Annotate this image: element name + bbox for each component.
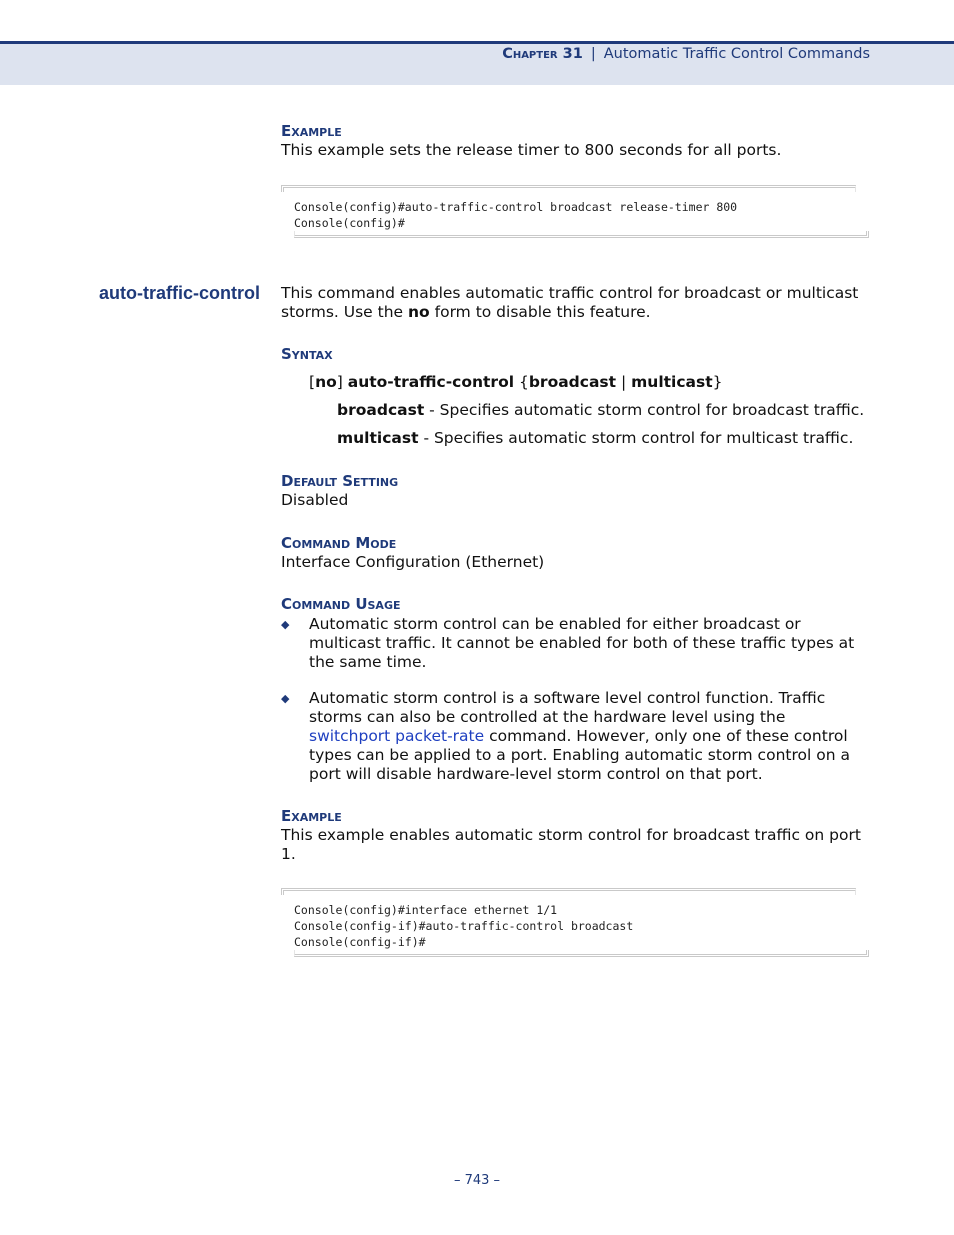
diamond-bullet-icon: ◆	[281, 618, 290, 631]
example2-heading: Example	[281, 807, 342, 825]
command-desc-text: This command enables automatic traffic control for broadcast or multicast storms. Use the	[281, 284, 859, 321]
command-usage-heading: Command Usage	[281, 595, 401, 613]
command-mode-text: Interface Configuration (Ethernet)	[281, 553, 545, 571]
syntax-command: auto-traffic-control	[347, 373, 515, 391]
example1-text: This example sets the release timer to 800 seconds for all ports.	[281, 141, 782, 159]
param-desc: - Specifies automatic storm control for multicast traffic.	[418, 429, 854, 447]
code-line: Console(config)#interface ethernet 1/1	[294, 903, 558, 917]
usage-bullet-2-text: Automatic storm control is a software level control function. Traffic storms can also be controlled at the hardware level using the	[309, 689, 826, 726]
usage-bullet-1: Automatic storm control can be enabled for either broadcast or multicast traffic. It cannot be enabled for both of these traffic types at the same time.	[309, 615, 855, 671]
usage-bullet-2	[309, 689, 869, 784]
chapter-title: Automatic Traffic Control Commands	[603, 46, 870, 62]
chapter-label: Chapter 31	[502, 46, 583, 62]
running-header	[502, 46, 870, 62]
usage-bullet-2-text-end: command. However, only one of these control types can be applied to a port. Enabling automatic storm control on a port will disable hardware-level storm control on that port.	[309, 727, 850, 783]
header-separator: |	[590, 46, 596, 62]
code-box-top-border	[281, 185, 856, 192]
syntax-bracket: [	[309, 373, 316, 391]
command-name: auto-traffic-control	[99, 283, 260, 303]
param-broadcast	[337, 401, 864, 419]
syntax-no: no	[315, 373, 337, 391]
code-line: Console(config)#	[294, 216, 405, 230]
syntax-bracket-close: ]	[336, 373, 348, 391]
example1-heading: Example	[281, 122, 342, 140]
command-mode-heading: Command Mode	[281, 534, 397, 552]
command-description	[281, 284, 871, 322]
example2-code	[281, 895, 869, 950]
param-multicast	[337, 429, 853, 447]
diamond-bullet-icon: ◆	[281, 692, 290, 705]
switchport-packet-rate-link[interactable]: switchport packet-rate	[309, 727, 485, 745]
default-setting-heading: Default Setting	[281, 472, 399, 490]
command-desc-no: no	[408, 303, 430, 321]
example1-code	[281, 192, 869, 231]
code-line: Console(config)#auto-traffic-control broadcast release-timer 800	[294, 200, 738, 214]
code-line: Console(config-if)#	[294, 935, 426, 949]
param-name: multicast	[337, 429, 419, 447]
param-desc: - Specifies automatic storm control for broadcast traffic.	[424, 401, 865, 419]
syntax-heading: Syntax	[281, 345, 333, 363]
code-box-bottom-border	[294, 231, 869, 238]
syntax-option-multicast: multicast	[631, 373, 713, 391]
example1-code-block	[281, 185, 869, 238]
code-line: Console(config-if)#auto-traffic-control broadcast	[294, 919, 634, 933]
syntax-option-broadcast: broadcast	[528, 373, 617, 391]
command-desc-text-end: form to disable this feature.	[429, 303, 651, 321]
syntax-line	[309, 373, 723, 391]
param-name: broadcast	[337, 401, 425, 419]
code-box-bottom-border	[294, 950, 869, 957]
page-number: – 743 –	[453, 1173, 501, 1188]
code-box-top-border	[281, 888, 856, 895]
syntax-pipe: |	[616, 373, 632, 391]
syntax-brace-close: }	[712, 373, 723, 391]
example2-text: This example enables automatic storm control for broadcast traffic on port 1.	[281, 826, 861, 863]
example2-code-block	[281, 888, 869, 957]
syntax-brace-open: {	[514, 373, 529, 391]
default-setting-text: Disabled	[281, 491, 349, 509]
